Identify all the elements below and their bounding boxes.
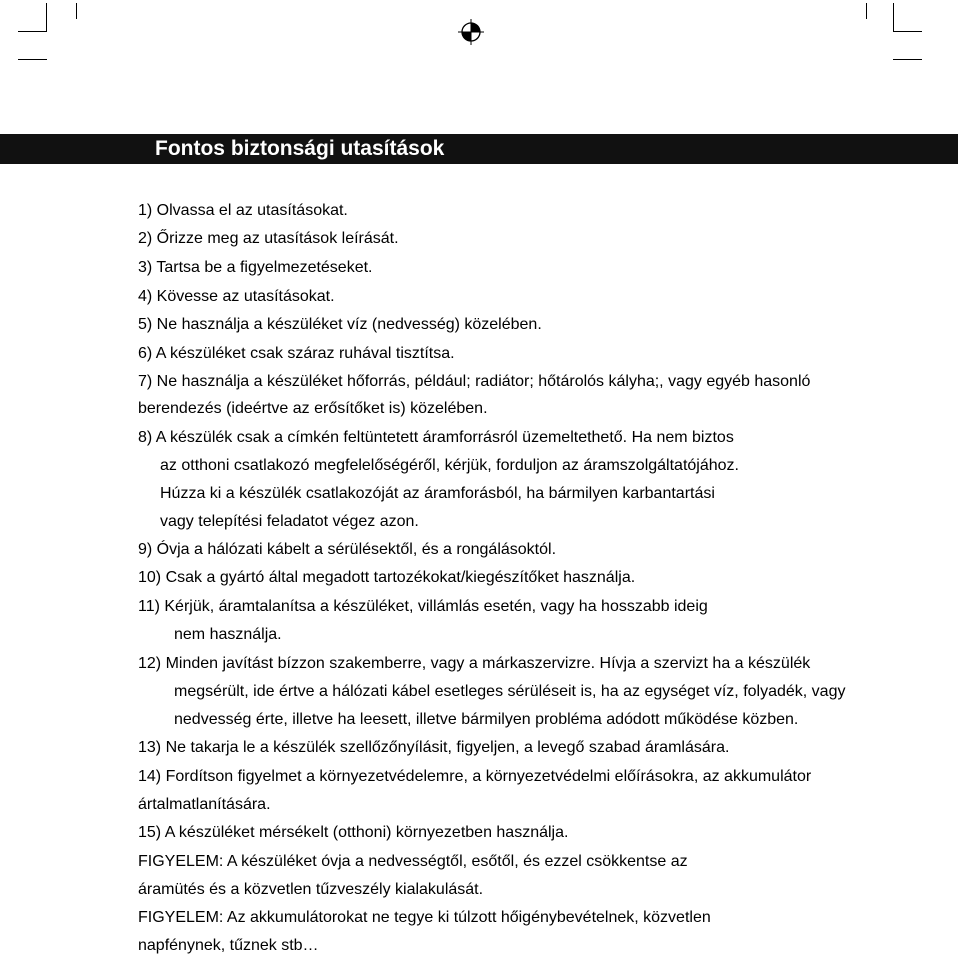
- crop-mark-top-right-horizontal-2: [893, 59, 922, 60]
- instruction-line: 11) Kérjük, áramtalanítsa a készüléket, villámlás esetén, vagy ha hosszabb ideig: [138, 598, 708, 615]
- instruction-line: 10) Csak a gyártó által megadott tartozékokat/kiegészítőket használja.: [138, 569, 636, 586]
- instruction-line: nem használja.: [174, 626, 282, 643]
- crop-mark-top-left-horizontal-2: [18, 31, 47, 32]
- crop-mark-top-left-horizontal: [18, 59, 47, 60]
- instruction-line: FIGYELEM: A készüléket óvja a nedvességtől, esőtől, és ezzel csökkentse az: [138, 853, 688, 870]
- instruction-line: 1) Olvassa el az utasításokat.: [138, 202, 348, 219]
- instruction-line: 13) Ne takarja le a készülék szellőzőnyílásit, figyeljen, a levegő szabad áramlására.: [138, 739, 730, 756]
- crop-mark-top-left-vertical-2: [76, 3, 77, 19]
- crop-mark-top-right-vertical-2: [893, 3, 894, 32]
- registration-mark-icon: [458, 19, 484, 45]
- page-title: Fontos biztonsági utasítások: [155, 137, 445, 160]
- instruction-line: 8) A készülék csak a címkén feltüntetett áramforrásról üzemeltethető. Ha nem biztos: [138, 429, 734, 446]
- instruction-line: nedvesség érte, illetve ha leesett, illetve bármilyen probléma adódott működése közben.: [174, 711, 799, 728]
- instruction-line: 15) A készüléket mérsékelt (otthoni) környezetben használja.: [138, 824, 569, 841]
- instruction-line: 12) Minden javítást bízzon szakemberre, vagy a márkaszervizre. Hívja a szervizt ha a készülék: [138, 655, 811, 672]
- crop-mark-top-left-vertical: [46, 3, 47, 32]
- instruction-line: ártalmatlanítására.: [138, 796, 271, 813]
- instruction-line: berendezés (ideértve az erősítőket is) közelében.: [138, 400, 488, 417]
- instruction-line: 4) Kövesse az utasításokat.: [138, 288, 335, 305]
- instruction-line: napfénynek, tűznek stb…: [138, 937, 319, 954]
- instruction-line: áramütés és a közvetlen tűzveszély kialakulását.: [138, 881, 484, 898]
- instruction-line: 3) Tartsa be a figyelmezetéseket.: [138, 259, 373, 276]
- instruction-line: az otthoni csatlakozó megfelelőségéről, kérjük, forduljon az áramszolgáltatójához.: [160, 457, 739, 474]
- instruction-line: 5) Ne használja a készüléket víz (nedvesség) közelében.: [138, 316, 542, 333]
- instruction-line: 6) A készüléket csak száraz ruhával tisztítsa.: [138, 345, 455, 362]
- crop-mark-top-right-horizontal: [893, 31, 922, 32]
- instruction-line: FIGYELEM: Az akkumulátorokat ne tegye ki túlzott hőigénybevételnek, közvetlen: [138, 909, 711, 926]
- instruction-line: 2) Őrizze meg az utasítások leírását.: [138, 230, 399, 247]
- instruction-line: megsérült, ide értve a hálózati kábel esetleges sérüléseit is, ha az egységet víz, folyadék, vagy: [174, 683, 846, 700]
- instruction-line: 14) Fordítson figyelmet a környezetvédelemre, a környezetvédelmi előírásokra, az akkumulátor: [138, 768, 812, 785]
- instruction-line: vagy telepítési feladatot végez azon.: [160, 513, 419, 530]
- instruction-line: Húzza ki a készülék csatlakozóját az áramforásból, ha bármilyen karbantartási: [160, 485, 715, 502]
- instruction-line: 7) Ne használja a készüléket hőforrás, például; radiátor; hőtárolós kályha;, vagy egyéb hasonló: [138, 373, 811, 390]
- crop-mark-top-right-vertical: [866, 3, 867, 19]
- instruction-line: 9) Óvja a hálózati kábelt a sérülésektől, és a rongálásoktól.: [138, 541, 557, 558]
- title-banner: [0, 134, 958, 164]
